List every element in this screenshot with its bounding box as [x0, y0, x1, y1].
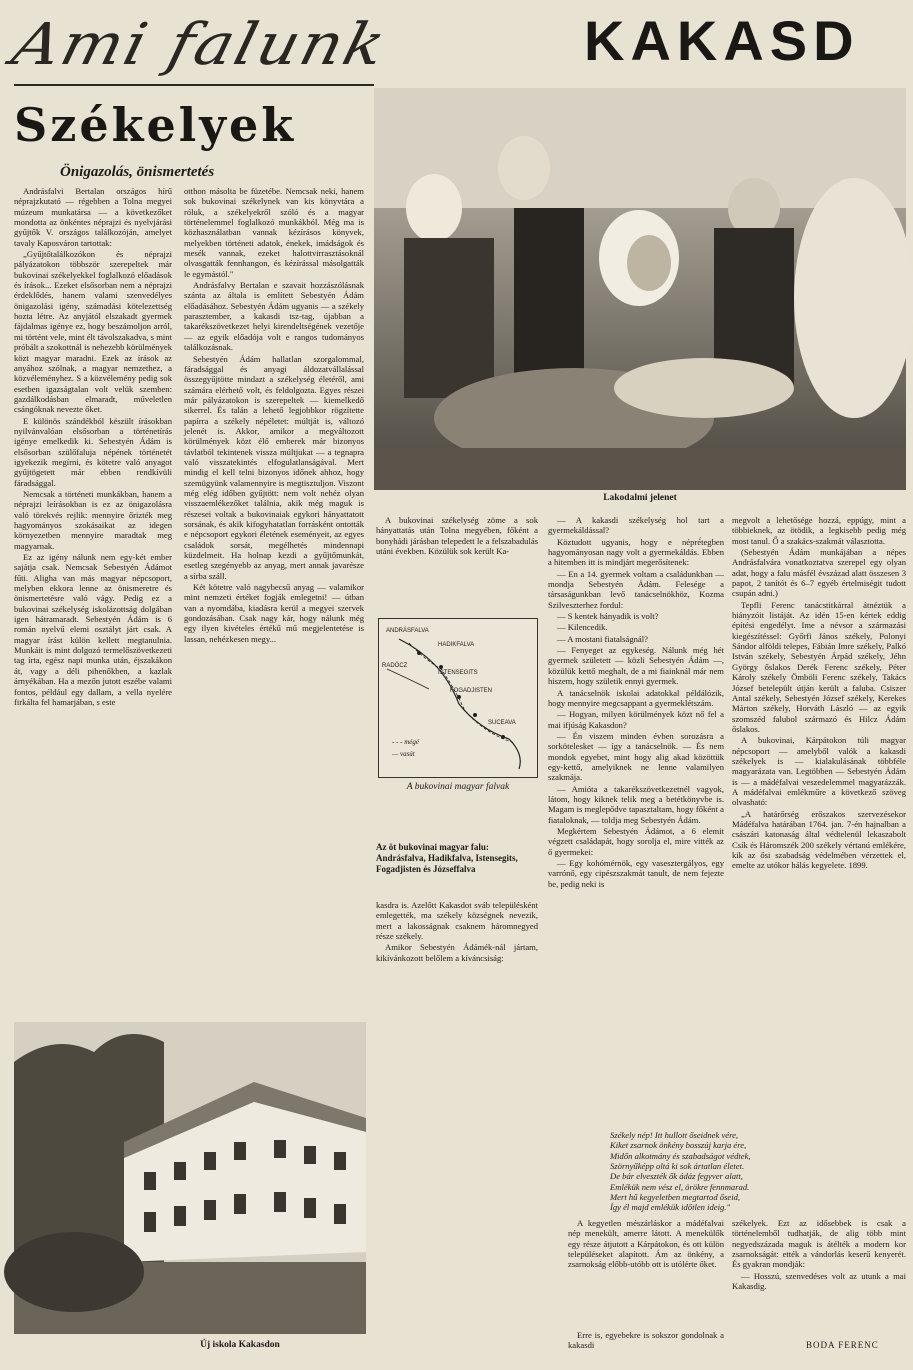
paragraph: — Hosszú, szenvedéses volt az utunk a mai Kakasdig. — [732, 1270, 906, 1292]
paragraph: — En a 14. gyermek voltam a családunkban — mondja Sebestyén Ádám. Felesége a társaságunkban levő tanácselnökhöz, Kozma Szilveszterhez fordul: — [548, 568, 724, 610]
map-legend-item: — vasút — [392, 750, 415, 758]
paragraph: — A kakasdi székelység hol tart a gyermekáldással? — [548, 515, 724, 536]
paragraph: Köztudott ugyanis, hogy e népré́tegben hagyományosan nagy volt a gyermekáldás. Ebben a hitemben itt is mindjárt megerősítenek: — [548, 536, 724, 568]
paragraph: otthon másolta be füzetébe. Nemcsak neki, hanem sok bukovinai székelynek van kis könyvtára a róluk, a székelyekről szóló és a magyar történelemmel foglalkozó munkákból. Még ma is közhasználatban vannak kézírásos könyvek, melyekben történeti adatok, énekek, imádságok és mesék vannak, ezeket halottvirrasztásoknál olvasgatták fennhangon, és kézírással másolgatták le egymástól." — [184, 186, 364, 279]
map-label: ISTENSEGITS — [438, 670, 478, 676]
paragraph: — Egy kohómérnök, egy vasesztergályos, egy varrónő, egy cipészszakmát tanult, de nem fejezte be, pedig neki is — [548, 858, 724, 889]
poem-line: Midőn alkotmány és szabadságot védtek, — [610, 1150, 751, 1161]
article-headline: Székelyek — [14, 98, 297, 152]
paragraph: — Én viszem minden évben sorozásra a sorkötelesket — így a tanácselnök. — És nem mondok egyebet, mint hogy alig akad közöttük egy-kettő, amelyiknek ne lenne valamilyen szakmája. — [548, 730, 724, 783]
map-label: SUCEAVA — [488, 720, 516, 726]
paragraph: — Amióta a takarékszövetkezetnél vagyok, látom, hogy kiknek telik meg a betétkönyvbe is. Magam is meglepődve tapasztaltam, hogy főként a fiataloknak, — toldja meg Sebestyén Ádám. — [548, 783, 724, 825]
paragraph: A bukovinai székelység zöme a sok hányattatás után Tolna megyében, főként a bonyhádi járásban telepedett le a felszabadulás utáni években. Közülük sok került Ka- — [376, 515, 538, 557]
paragraph: Két kötetre való nagybecsű anyag — valamikor mint nemzeti értéket fogják emlegetni! — útban van a nyomdába, kiadásra kerül a megyei szervek gondozásában. Csak nagy kár, hogy nálunk még egy ilyen kivételes értékű mű megjelentetése is lassan, nehézkesen megy... — [184, 582, 364, 644]
wedding-photo-caption: Lakodalmi jelenet — [603, 493, 677, 503]
school-photo — [14, 1022, 366, 1334]
column-5-bottom — [732, 1218, 906, 1328]
map-label: ANDRÁSFALVA — [386, 628, 429, 634]
memorial-poem — [610, 1130, 910, 1213]
paragraph: „Gyűjtőtalálkozókon és néprajzi pályázatokon többször szerepeltek már bukovinai székelyekkel foglalkozó előadások és írások... Ezeket elsősorban nem a néprajzi érdeklődés, hanem valami szenvedélyes önigazolási igény, számadási kötelezettség hozta létre. Az anyjától elszakadt gyermek fájdalmas igénye ez, hogy beszámoljon arról, mi történt vele, mint élt távolszakadva, s mint próbált a szokottnál is nehezebb körülmények közt magyar maradni. Ezek az írások az anyához szólnak, a magyar nemzethez, a közvéleményhez. S a közvélemény pedig sok esetben igazságtalan volt velük szemben: gazdálkodásban elmaradt, műveletlen csángóknak nevezte őket. — [14, 249, 172, 415]
paragraph: — Fenyeget az egykeség. Nálunk még hét gyermek született — közli Sebestyén Ádám —, közülük kettő meghalt, de a mi fiainknál már nem hiszem, hogy születik ennyi gyermek. — [548, 645, 724, 687]
school-photo-caption: Új iskola Kakasdon — [200, 1340, 280, 1350]
map-label: HADIKFALVA — [438, 642, 475, 648]
paragraph: Andrásfalvi Bertalan országos hírű néprajzkutató — régebben a Tolna megyei múzeum munkatársa — a következőket mondotta az önkéntes néprajzi és nyelvjárási gyűjtők V. országos találkozóján, amelyet tavaly Kaposváron tartottak: — [14, 186, 172, 248]
poem-line: De bár elveszték ők ádáz fegyver alatt, — [610, 1171, 743, 1182]
poem-line: Emlékük nem vész el, örökre fennmarad. — [610, 1181, 750, 1192]
paragraph: Nemcsak a történeti munkákban, hanem a néprajzi leírásokban is ez az önigazolásra való törekvés rejlik: mennyire őrizték meg hagyományos szokásaikat az idegen környezetben mennyire maradtak meg magyarnak. — [14, 488, 172, 551]
paragraph: A bukovinai, Kárpátokon túli magyar népcsoport — amelyből valók a kakasdi székelyek is — kialakulásának többféle magyarázata van. Legtöbben — Sebestyén Ádám is — a mádéfalvai veszedelemmel magyarázzák. A mádéfalvai emlékműre a következő szöveg olvasható: — [732, 735, 906, 808]
paragraph: Erre is, egyebekre is sokszor gondolnak a kakasdi — [568, 1330, 724, 1351]
column-4-bottom — [568, 1218, 724, 1318]
column-1 — [14, 186, 172, 707]
paragraph: E különös szándékból készült írásokban nyilvánvalóan elsősorban a történetírás igénye emelkedik ki. Sebestyén Ádám is elsősorban szülőfaluja népének történetét igyekezik megírni, és kötetre való anyagot gyűjtögetett már ebben rendkívüli fáradsággal. — [14, 415, 172, 488]
villages-box: Az öt bukovinai magyar falu: Andrásfalva, Hadikfalva, Istensegits, Fogadjisten és Józseffalva — [376, 842, 518, 874]
paragraph: (Sebestyén Ádám munkájában a népes Andrásfalvára vonatkoztatva szerepel egy olyan adat, hogy a falu másfél évszázad alatt összesen 3 papot, 2 tanítót és 6–7 egyéb értelmiségit tudott csupán adni.) — [732, 547, 906, 599]
poem-line: Szörnyűképp oltá ki sok ártatlan életet. — [610, 1161, 745, 1172]
paragraph: — Hogyan, milyen körülmények közt nő fel a mai ifjúság Kakasdon? — [548, 709, 724, 730]
poem-line: Mert hű kegyeletben megtartod őseid, — [610, 1192, 741, 1203]
paragraph: Tepfli Ferenc tanácstitkárral átnéztük a hiányzóit listáját. Az idén 15-en kértek eddig építési engedélyt. Ime a névsor a származási kiegészítéssel: Győrfi János székely, Polonyi Sándor alföldi telepes, Fábián Imre székely, Palkó István székely, Sebestyén Árpád székely, Jéhn György őslakos Derék Ferenc székely, Péter Károly székely Ömböli Ferenc székely, Takács József betelepült útján került a faluba. Csiszer Antal székely, Sebestyén József székely, Kerekes Márton székely, Horváth László — az egyik szomszéd falubol származó és Hilcz Ádám őslakos. — [732, 599, 906, 734]
map-label: FOGADJISTEN — [450, 688, 493, 694]
poem-line: Kiket zsarnok önkény bosszúj karja ére, — [610, 1140, 747, 1151]
paragraph: Andrásfalvy Bertalan e szavait hozzászólásnak szánta az általa is említett Sebestyén Ádám előadásához. Sebestyén Ádám ugyanis — a székely parasztember, a kakasdi tsz-tag, újabban a takarékszövetkezet helyi kirendeltségének vezetője — az egyik előadója volt e rangos tudományos találkozásnak. — [184, 280, 364, 353]
column-5 — [732, 515, 906, 1025]
paragraph: Sebestyén Ádám hallatlan szorgalommal, fáradsággal és anyagi áldozatvállalással összegyűjtötte mindazt a székelység életéről, ami számára elérhető volt, és feldolgozta. Egyes részei már pályázatokon is szerepeltek — kiemelkedő sikerrel. És talán a lehető legjobbkor rögzítette papírra a székely népéletet: múltját is, változó jelenét is. Akkor, amikor a megváltozott körülmények közt élő emberek már bizonyos távlatból tekintenek vissza múltjukat — a tegnapra való visszatekintés elfogulatlanságával. Mert mindig el kell telni bizonyos időnek ahhoz, hogy szemügyünk valamennyire is megtisztuljon. Viszont még elég időben gyűjtött: nem volt nehéz olyan visszaemlékezőket találnia, akik még maguk is részesei voltak a bukovinaiak egykori hányattatott sorsának, és akik kifogyhatatlan forrásként ontották e népcsoport egykori életének eseményeit, az egyes családok sorsát, megélhetés mindennapi küzdelmeit. Ha holnap kezdi a gyűjtőmunkát, esetleg szegényebb az anyag, mert annak javarésze a sírba száll. — [184, 353, 364, 581]
poem-line: Így él majd emlékük időtlen ideig." — [610, 1202, 731, 1213]
paragraph: Ez az igény nálunk nem egy-két ember sajátja csak. Nemcsak Sebestyén Ádámot fűti. Aligha van más magyar népcsoport, melyben ekkora lenne az önismeretre és önismertetésre való vágy. Pedig ez a bukovinai székelység iskolázottság dolgában igen hátramaradt. Sebestyén Ádám is 6 román nyelvű elemi osztályt járt csak. A magyar írást külön kellett megtanulnia. Munkáit is mint dolgozó termelőszövetkezeti tag írta, egész napi munka után, éjszakákon át, vagy a déli pihenőkben, a kazlak árnyékában. Ha a mezőn jutott eszébe valami fontos, például egy dallam, a vella nyelére firkálta fel hamarjában, s este — [14, 552, 172, 707]
paragraph: A tanácselnök iskolai adatokkal példálózik, hogy mennyire megcsappant a gyermeklétszám. — [548, 687, 724, 708]
column-4 — [548, 515, 724, 1025]
column-3-top — [376, 515, 538, 607]
map-caption: A bukovinai magyar falvak — [406, 782, 510, 792]
masthead-place: KAKASD — [584, 9, 860, 72]
map-label: RADÓCZ — [382, 663, 408, 669]
column-4-end — [568, 1330, 724, 1354]
article-subhead: Önigazolás, önismertetés — [60, 164, 215, 180]
paragraph: székelyek. Ezt az idősebbek is csak a történelemből tudhatják, de alig több mint negyedszázada maguk is átélték a modern kor zsarnokságát: ették a vándorlás keserű kenyerét. És gyakran mondják: — [732, 1218, 906, 1270]
paragraph: — S kentek hányadik is volt? — [557, 611, 659, 622]
wedding-photo — [374, 88, 906, 490]
masthead-rule — [14, 84, 374, 86]
paragraph: — Kilencedik. — [557, 622, 608, 633]
paragraph: kasdra is. Azelőtt Kakasdot sváb településként emlegették, ma székely községnek nevezik, mert a lakosságnak csaknem háromnegyed része székely. — [376, 900, 538, 942]
column-3-bottom — [376, 900, 538, 1000]
paragraph: Amikor Sebestyén Ádámék-nál jártam, kikívánkozott belőlem a kíváncsiság: — [376, 942, 538, 963]
paragraph: megvolt a lehetősége hozzá, eppúgy, mint a többieknek, az ötödik, a legkisebb pedig még most tanul. Ő a szakács-szakmát választotta. — [732, 515, 906, 546]
paragraph: A kegyetlen mészárláskor a mádéfalvai nép menekült, amerre látott. A menekülők egy része átjutott a Kárpátokon, és ott külön településeket alapított. Ám az önkény, a zsarnokság előbb-utóbb ott is utólérte őket. — [568, 1218, 724, 1270]
paragraph: Megkértem Sebestyén Ádámot, a 6 elemit végzett családapát, hogy sorolja el, mire vitték az ő gyermekei: — [548, 825, 724, 857]
column-2 — [184, 186, 364, 696]
map-legend-item: - - - mégé — [392, 738, 420, 746]
paragraph: „A határőrség erőszakos szervezésekor Mádéfalva határában 1764. jan. 7-én hajnalban a császári katonaság által védtelenül lekaszabolt Csík és Háromszék 200 székely vértanú emlékére, kik az ősi szabadság védelmében vérzettek el, emelte az utókor hálás kegyelete. 1899. — [732, 808, 906, 871]
paragraph: — A mostani fiatalságnál? — [557, 633, 648, 644]
byline: BODA FERENC — [806, 1340, 879, 1350]
masthead-script-title: Ami falunk — [5, 11, 394, 79]
poem-line: Székely nép! Itt hullott őseidnek vére, — [610, 1130, 739, 1140]
